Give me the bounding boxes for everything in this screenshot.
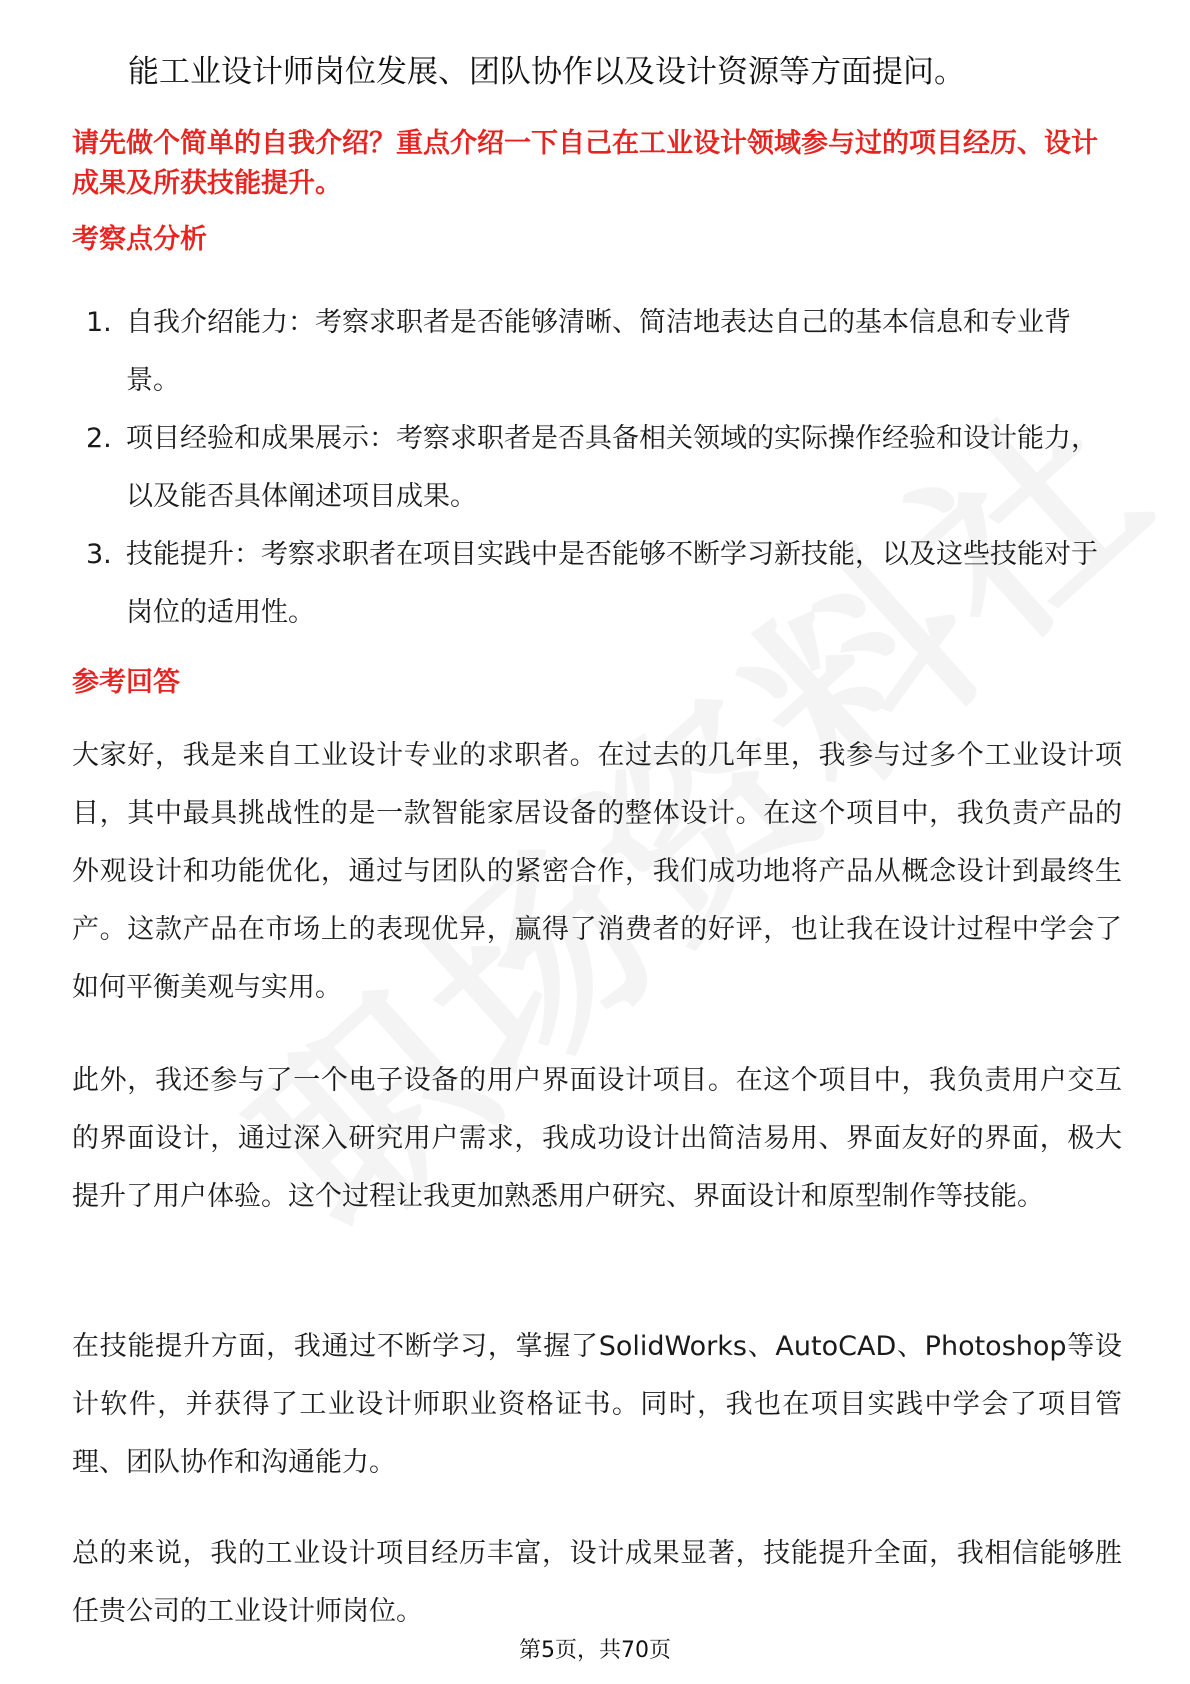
- answer-paragraph: 此外，我还参与了一个电子设备的用户界面设计项目。在这个项目中，我负责用户交互的界面设计，通过深入研究用户需求，我成功设计出简洁易用、界面友好的界面，极大提升了用户体验。这个过程让我更加熟悉用户研究、界面设计和原型制作等技能。: [72, 1065, 1122, 1212]
- point-number: 2.: [86, 423, 112, 454]
- point-text: 项目经验和成果展示：考察求职者是否具备相关领域的实际操作经验和设计能力，以及能否具体阐述项目成果。: [126, 423, 1098, 512]
- answer-paragraph: 在技能提升方面，我通过不断学习，掌握了SolidWorks、AutoCAD、Photoshop等设计软件，并获得了工业设计师职业资格证书。同时，我也在项目实践中学会了项目管理、团队协作和沟通能力。: [72, 1331, 1122, 1478]
- analysis-heading: 考察点分析: [72, 224, 207, 255]
- page-number: 第5页，共70页: [519, 1638, 671, 1663]
- answer-heading: 参考回答: [72, 667, 180, 698]
- answer-paragraph: 大家好，我是来自工业设计专业的求职者。在过去的几年里，我参与过多个工业设计项目，其中最具挑战性的是一款智能家居设备的整体设计。在这个项目中，我负责产品的外观设计和功能优化，通过与团队的紧密合作，我们成功地将产品从概念设计到最终生产。这款产品在市场上的表现优异，赢得了消费者的好评，也让我在设计过程中学会了如何平衡美观与实用。: [72, 740, 1122, 1003]
- point-text: 自我介绍能力：考察求职者是否能够清晰、简洁地表达自己的基本信息和专业背景。: [126, 307, 1071, 396]
- analysis-point: [72, 410, 1122, 526]
- analysis-point: [72, 526, 1122, 642]
- intro-line: 能工业设计师岗位发展、团队协作以及设计资源等方面提问。: [128, 54, 965, 90]
- analysis-point: [72, 294, 1122, 410]
- interview-question: 请先做个简单的自我介绍？重点介绍一下自己在工业设计领域参与过的项目经历、设计成果及所获技能提升。: [72, 128, 1098, 199]
- answer-paragraph: 总的来说，我的工业设计项目经历丰富，设计成果显著，技能提升全面，我相信能够胜任贵公司的工业设计师岗位。: [72, 1538, 1122, 1627]
- point-number: 1.: [86, 307, 112, 338]
- analysis-points-list: [72, 294, 1122, 642]
- point-number: 3.: [86, 539, 112, 570]
- point-text: 技能提升：考察求职者在项目实践中是否能够不断学习新技能，以及这些技能对于岗位的适用性。: [126, 539, 1098, 628]
